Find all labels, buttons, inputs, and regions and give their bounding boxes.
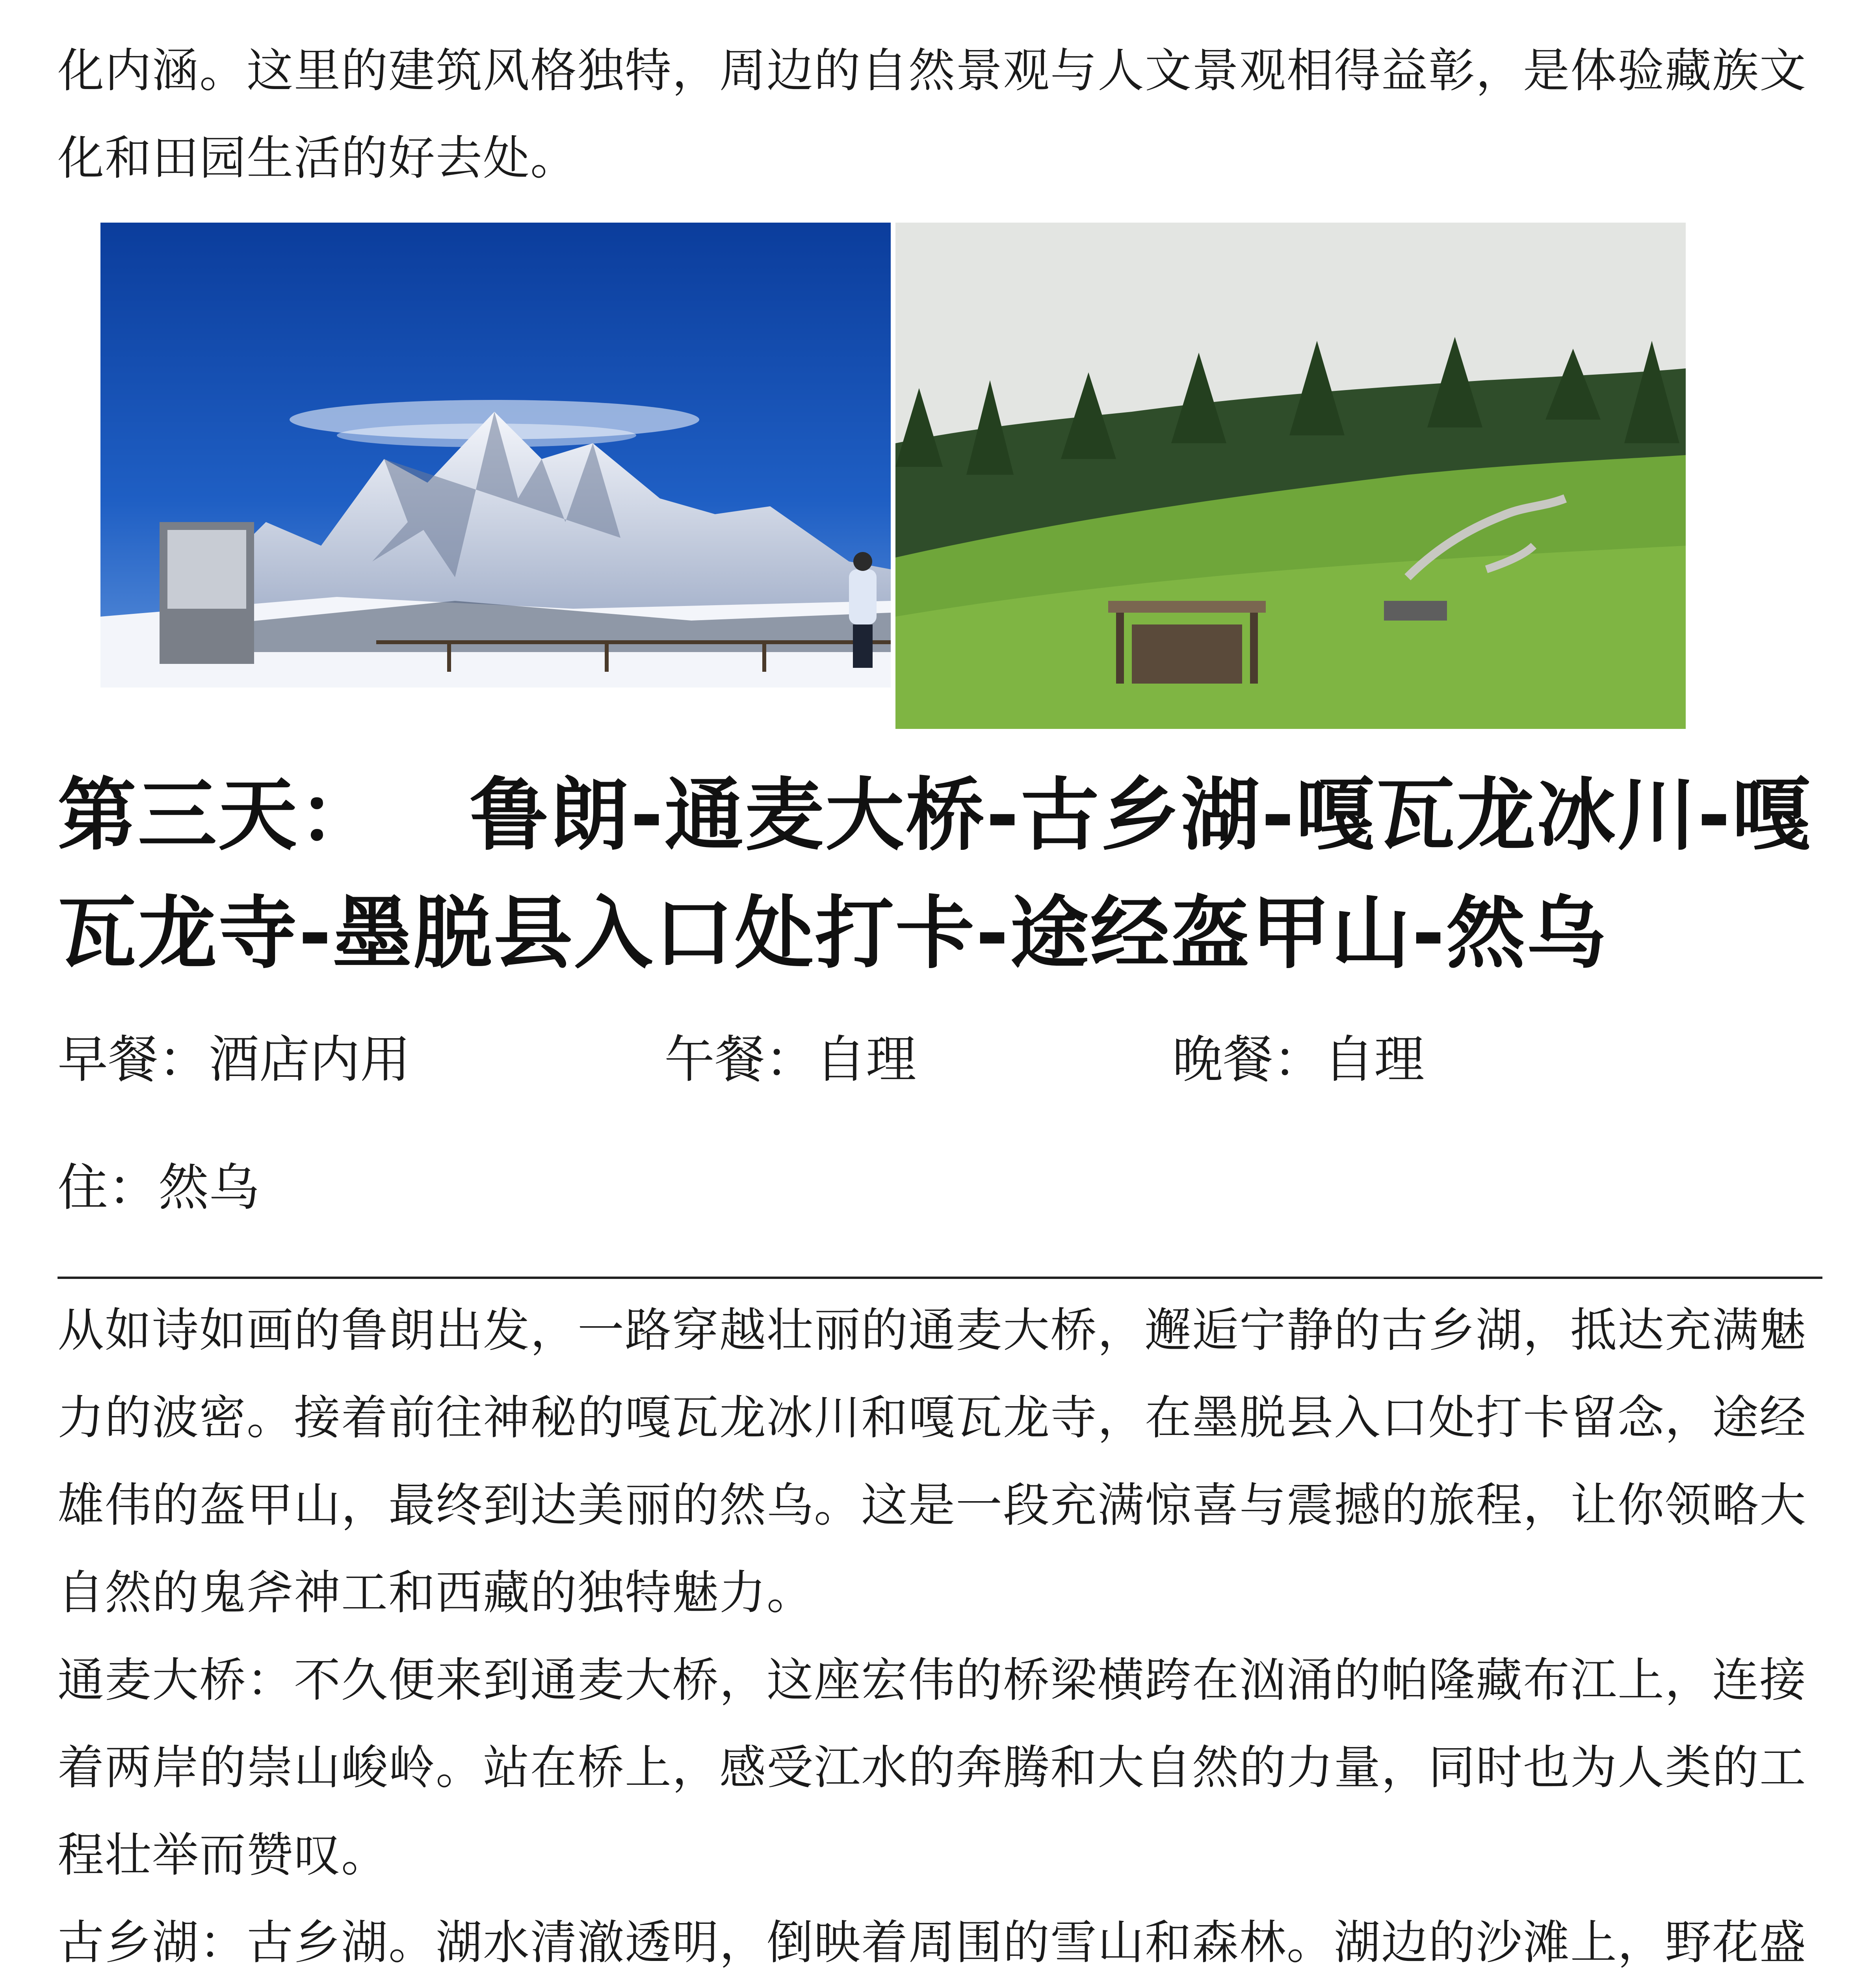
dinner-info: 晚餐：自理 [1172,1030,1425,1089]
summary-paragraph: 从如诗如画的鲁朗出发，一路穿越壮丽的通麦大桥，邂逅宁静的古乡湖，抵达充满魅力的波密。接着前往神秘的嘎瓦龙冰川和嘎瓦龙寺，在墨脱县入口处打卡留念，途经雄伟的盔甲山，最终到达美丽的然乌。这是一段充满惊喜与震撼的旅程，让你领略大自然的鬼斧神工和西藏的独特魅力。 [58,1303,1807,1620]
day-route: 鲁朗-通麦大桥-古乡湖-嘎瓦龙冰川-嘎瓦龙寺-墨脱县入口处打卡-途经盔甲山-然乌 [58,769,1813,979]
day-label: 第三天： [58,769,379,861]
divider [58,1277,1822,1279]
lunch-info: 午餐：自理 [664,1030,917,1089]
day-title [58,756,1822,993]
green-meadow-photo [895,223,1686,729]
tongmai-bridge-paragraph: 通麦大桥：不久便来到通麦大桥，这座宏伟的桥梁横跨在汹涌的帕隆藏布江上，连接着两岸的崇山峻岭。站在桥上，感受江水的奔腾和大自然的力量，同时也为人类的工程壮举而赞叹。 [58,1653,1807,1882]
snow-mountain-photo [100,223,891,729]
photo-row [100,223,1686,729]
meal-info-row [58,1024,1818,1095]
accommodation-info: 住：然乌 [58,1158,260,1217]
body-text [58,1286,1818,1970]
intro-paragraph: 化内涵。这里的建筑风格独特，周边的自然景观与人文景观相得益彰，是体验藏族文化和田园生活的好去处。 [58,43,1807,185]
breakfast-info: 早餐：酒店内用 [58,1030,411,1089]
guxiang-lake-paragraph: 古乡湖：古乡湖。湖水清澈透明，倒映着周围的雪山和森林。湖边的沙滩上，野花盛 [58,1915,1807,1970]
